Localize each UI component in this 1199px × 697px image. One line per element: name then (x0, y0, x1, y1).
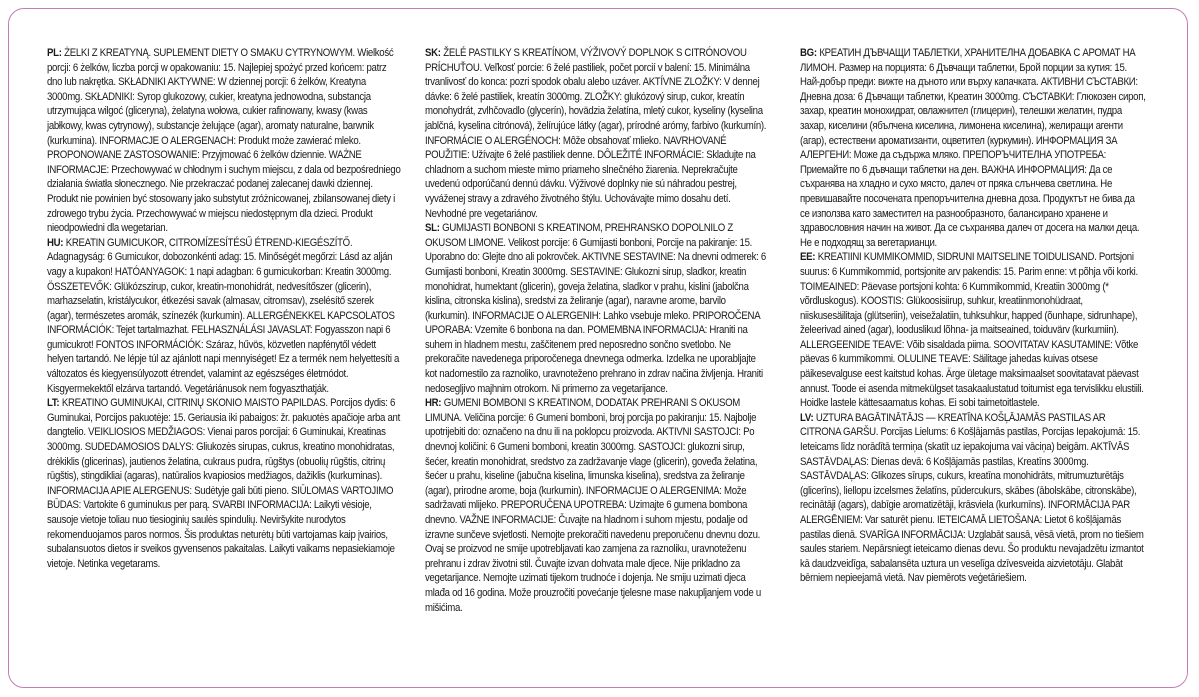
lang-text: ŻELKI Z KREATYNĄ. SUPLEMENT DIETY O SMAKU CYTRYNOWYM. Wielkość porcji: 6 żelków, liczba porcji w opakowaniu: 15. Najlepiej spożyć przed końcem: patrz dno lub nakrętka. SKŁADNIKI AKTYWNE: W dziennej porcji: 6 żelków, Kreatyna 3000mg. SKŁADNIKI: Syrop glukozowy, cukier, kreatyna jednowodna, substancja utrzymująca wilgoć (gliceryna), żelatyna wołowa, cukier rafinowany, kwasy (kwas jabłkowy, kwas cytrynowy), substancje żelujące (agar), aromaty naturalne, barwnik (kurkumina). INFORMACJE O ALERGENACH: Produkt może zawierać mleko. PROPONOWANE ZASTOSOWANIE: Przyjmować 6 żelków dziennie. WAŻNE INFORMACJE: Przechowywać w chłodnym i suchym miejscu, z dala od bezpośredniego działania światła słonecznego. Nie przekraczać podanej zalecanej dawki dziennej. Produkt nie powinien być stosowany jako substytut zróżnicowanej, zbilansowanej diety i zdrowego trybu życia. Przechowywać w miejscu niedostępnym dla dzieci. Produkt nieodpowiedni dla wegetarian. (47, 47, 401, 235)
lang-block-bg (800, 46, 1146, 250)
lang-code: HU: (47, 236, 64, 249)
column-right (800, 46, 1146, 586)
lang-text: КРЕАТИН ДЪВЧАЩИ ТАБЛЕТКИ, ХРАНИТЕЛНА ДОБАВКА С АРОМАТ НА ЛИМОН. Размер на порцията: 6 Дъвчащи таблетки, Брой порции за кутия: 15. Най-добър преди: вижте на дъното или върху капачката. АКТИВНИ СЪСТАВКИ: Дневна доза: 6 Дъвчащи таблетки, Креатин 3000mg. СЪСТАВКИ: Глюкозен сироп, захар, креатин монохидрат, овлажнител (глицерин), телешки желатин, пудра захар, киселини (ябълчена киселина, лимонена киселина), желиращи агенти (агар), естествени ароматизанти, оцветител (куркумин). ИНФОРМАЦИЯ ЗА АЛЕРГЕНИ: Може да съдържа мляко. ПРЕПОРЪЧИТЕЛНА УПОТРЕБА: Приемайте по 6 дъвчащи таблетки на ден. ВАЖНА ИНФОРМАЦИЯ: Да се съхранява на хладно и сухо място, далеч от пряка слънчева светлина. Не превишавайте посочената препоръчителна дневна доза. Продуктът не бива да се използва като заместител на разнообразното, балансирано хранене и здравословния начин на живот. Да се съхранява далеч от досега на малки деца. Не е подходящ за вегетарианци. (800, 47, 1146, 249)
lang-block-sl (425, 221, 767, 396)
lang-block-sk (425, 46, 767, 221)
lang-text: KREATINO GUMINUKAI, CITRINŲ SKONIO MAISTO PAPILDAS. Porcijos dydis: 6 Guminukai, Porcijos pakuotėje: 15. Geriausia iki pabaigos: žr. pakuotės apačioje arba ant dangtelio. VEIKLIOSIOS MEDŽIAGOS: Vienai paros porcijai: 6 Guminukai, Kreatinas 3000mg. SUDEDAMOSIOS DALYS: Gliukozės sirupas, cukrus, kreatino monohidratas, drėkiklis (glicerinas), jautienos želatina, cukraus pudra, rūgštys (obuolių rūgštis, citrinų rūgštis), stingdikliai (agaras), natūralios kvapiosios medžiagos, dažiklis (kurkuminas). INFORMACIJA APIE ALERGENUS: Sudėtyje gali būti pieno. SIŪLOMAS VARTOJIMO BŪDAS: Vartokite 6 guminukus per parą. SVARBI INFORMACIJA: Laikyti vėsioje, sausoje vietoje toliau nuo tiesioginių saulės spindulių. Neviršykite nurodytos rekomenduojamos paros normos. Šis produktas neturėtų būti vartojamas kaip įvairios, subalansuotos dietos ir sveikos gyvensenos pakaitalas. Laikyti vaikams nepasiekiamoje vietoje. Netinka vegetarams. (47, 397, 400, 570)
lang-code: LT: (47, 397, 60, 410)
column-left (47, 46, 402, 571)
lang-text: UZTURA BAGĀTINĀTĀJS — KREATĪNA KOŠĻĀJAMĀS PASTILAS AR CITRONA GARŠU. Porcijas Lielums: 6 Košļājamās pastilas, Porcijas Iepakojumā: 15. Ieteicams līdz norādītā termiņa (skatīt uz iepakojuma vai vāciņa) beigām. AKTĪVĀS SASTĀVDAĻAS: Dienas devā: 6 Košļājamās pastilas, Kreatīns 3000mg. SASTĀVDAĻAS: Glikozes sīrups, cukurs, kreatīna monohidrāts, mitrumuzturētājs (glicerīns), liellopu izcelsmes želatīns, pūdercukurs, skābes (ābolskābe, citronskābe), recinātāji (agars), dabīgie aromatizētāji, krāsviela (kurkumīns). INFORMĀCIJA PAR ALERGĒNIEM: Var saturēt pienu. IETEICAMĀ LIETOŠANA: Lietot 6 košļājamās pastilas dienā. SVARĪGA INFORMĀCIJA: Uzglabāt sausā, vēsā vietā, prom no tiešiem saules stariem. Nepārsniegt ieteicamo dienas devu. Šo produktu nevajadzētu izmantot kā daudzveidīga, sabalansēta uztura un veselīga dzīvesveida aizvietotāju. Glabāt bērniem nepieejamā vietā. Nav piemērots veģetāriešiem. (800, 411, 1144, 585)
lang-block-pl (47, 46, 402, 236)
lang-block-hr (425, 396, 767, 615)
lang-code: BG: (800, 47, 817, 59)
lang-code: SK: (425, 47, 441, 59)
lang-text: ŽELÉ PASTILKY S KREATÍNOM, VÝŽIVOVÝ DOPLNOK S CITRÓNOVOU PRÍCHUŤOU. Veľkosť porcie: 6 želé pastiliek, počet porcií v balení: 15. Minimálna trvanlivosť do konca: pozri spodok obalu alebo uzáver. AKTÍVNE ZLOŽKY: V dennej dávke: 6 želé pastiliek, kreatín 3000mg. ZLOŽKY: glukózový sirup, cukor, kreatín monohydrát, zvlhčovadlo (glycerín), hovädzia želatína, mletý cukor, kyseliny (kyselina jablčná, kyselina citrónová), želírujúce látky (agar), prírodné arómy, farbivo (kurkumín). INFORMÁCIE O ALERGÉNOCH: Môže obsahovať mlieko. NAVRHOVANÉ POUŽITIE: Užívajte 6 želé pastiliek denne. DÔLEŽITÉ INFORMÁCIE: Skladujte na chladnom a suchom mieste mimo priameho slnečného žiarenia. Neprekračujte uvedenú odporúčanú dennú dávku. Výživové doplnky nie sú náhradou pestrej, vyváženej stravy a zdravého životného štýlu. Uchovávajte mimo dosahu detí. Nevhodné pre vegetariánov. (425, 47, 767, 220)
lang-text: GUMIJASTI BONBONI S KREATINOM, PREHRANSKO DOPOLNILO Z OKUSOM LIMONE. Velikost porcije: 6 Gumijasti bonboni, Porcije na pakiranje: 15. Uporabno do: Glejte dno ali pokrovček. AKTIVNE SESTAVINE: Na dnevni odmerek: 6 Gumijasti bonboni, Kreatin 3000mg. SESTAVINE: Glukozni sirup, sladkor, kreatin monohidrat, humektant (glicerin), goveja želatina, sladkor v prahu, kislini (jabolčna kislina, citronska kislina), sredstvi za želiranje (agar), naravne arome, barvilo (kurkumin). INFORMACIJE O ALERGENIH: Lahko vsebuje mleko. PRIPOROČENA UPORABA: Vzemite 6 bonbona na dan. POMEMBNA INFORMACIJA: Hraniti na suhem in hladnem mestu, zaščitenem pred neposredno sončno svetlobo. Ne prekoračite navedenega priporočenega dnevnega odmerka. Izdelka ne uporabljajte kot nadomestilo za raznoliko, uravnoteženo prehrano in zdrav načina življenja. Hraniti nedosegljivo majhnim otrokom. Ni primerno za vegetarijance. (425, 222, 766, 395)
lang-code: SL: (425, 222, 440, 235)
lang-code: HR: (425, 397, 442, 410)
lang-code: PL: (47, 47, 62, 59)
lang-text: GUMENI BOMBONI S KREATINOM, DODATAK PREHRANI S OKUSOM LIMUNA. Veličina porcije: 6 Gumeni bomboni, broj porcija po pakiranju: 15. Najbolje upotrijebiti do: označeno na dnu ili na poklopcu proizvoda. AKTIVNI SASTOJCI: Po dnevnoj količini: 6 Gumeni bomboni, kreatin 3000mg. SASTOJCI: glukozni sirup, šećer, kreatin monohidrat, sredstvo za zadržavanje vlage (glicerin), goveđa želatina, šećer u prahu, kiseline (jabučna kiselina, limunska kiselina), sredstva za želiranje (agar), prirodne arome, boja (kurkumin). INFORMACIJE O ALERGENIMA: Može sadržavati mlijeko. PREPORUČENA UPOTREBA: Uzimajte 6 gumena bombona dnevno. VAŽNE INFORMACIJE: Čuvajte na hladnom i suhom mjestu, podalje od izravne sunčeve svjetlosti. Nemojte prekoračiti navedenu preporučenu dnevnu dozu. Ovaj se proizvod ne smije upotrebljavati kao zamjena za raznoliku, uravnoteženu prehranu i zdrav životni stil. Čuvajte izvan dohvata male djece. Nije prikladno za vegetarijance. Nemojte uzimati tijekom trudnoće i dojenja. Ne smiju uzimati djeca mlađa od 16 godina. Može prouzročiti povećanje tjelesne mase nakupljanjem vode u mišićima. (425, 397, 761, 614)
lang-code: LV: (800, 411, 814, 424)
column-middle (425, 46, 767, 615)
lang-code: EE: (800, 251, 816, 264)
lang-text: KREATIN GUMICUKOR, CITROMÍZESÍTÉSŰ ÉTREND-KIEGÉSZÍTŐ. Adagnagyság: 6 Gumicukor, dobozonkénti adag: 15. Minőségét megőrzi: Lásd az alján vagy a kupakon! HATÓANYAGOK: 1 napi adagban: 6 gumicukorban: Kreatin 3000mg. ÖSSZETEVŐK: Glükózszirup, cukor, kreatin-monohidrát, nedvesítőszer (glicerin), marhazselatin, kristálycukor, étkezési savak (almasav, citromsav), zselésítő szerek (agar), természetes aromák, színezék (kurkumin). ALLERGÉNEKKEL KAPCSOLATOS INFORMÁCIÓK: Tejet tartalmazhat. FELHASZNÁLÁSI JAVASLAT: Fogyasszon napi 6 gumicukrot! FONTOS INFORMÁCIÓK: Száraz, hűvös, közvetlen napfénytől védett helyen tartandó. Ne lépje túl az ajánlott napi mennyiséget! Ez a termék nem helyettesíti a változatos és kiegyensúlyozott étrendet, valamint az egészséges életmódot. Kisgyermekektől elzárva tartandó. Vegetáriánusok nem fogyaszthatják. (47, 236, 400, 395)
lang-block-lt (47, 396, 402, 571)
lang-block-ee (800, 250, 1146, 411)
lang-block-hu (47, 236, 402, 397)
lang-text: KREATIINI KUMMIKOMMID, SIDRUNI MAITSELINE TOIDULISAND. Portsjoni suurus: 6 Kummikommid, portsjonite arv pakendis: 15. Parim enne: vt põhja või korki. TOIMEAINED: Päevase portsjoni kohta: 6 Kummikommid, Kreatiin 3000mg (* võrdluskogus). KOOSTIS: Glükoosisiirup, suhkur, kreatiinmonohüdraat, niiskusesäilitaja (glütseriin), veisežalatiin, tuhksuhkur, happed (õunhape, sidrunhape), želeerivad ained (agar), looduslikud lõhna- ja maitseained, toiduvärv (kurkumiin). ALLERGEENIDE TEAVE: Võib sisaldada piima. SOOVITATAV KASUTAMINE: Võtke päevas 6 kummikommi. OLULINE TEAVE: Säilitage jahedas kuivas otsese päikesevalguse eest kaitstud kohas. Ärge ületage maksimaalset soovitatavat päevast annust. Toode ei asenda mitmekülgset tasakaalustatud toitumist ega tervislikku elustiili. Hoidke lastele kättesaamatus kohas. Ei sobi taimetoitlastele. (800, 251, 1144, 410)
lang-block-lv (800, 411, 1146, 586)
